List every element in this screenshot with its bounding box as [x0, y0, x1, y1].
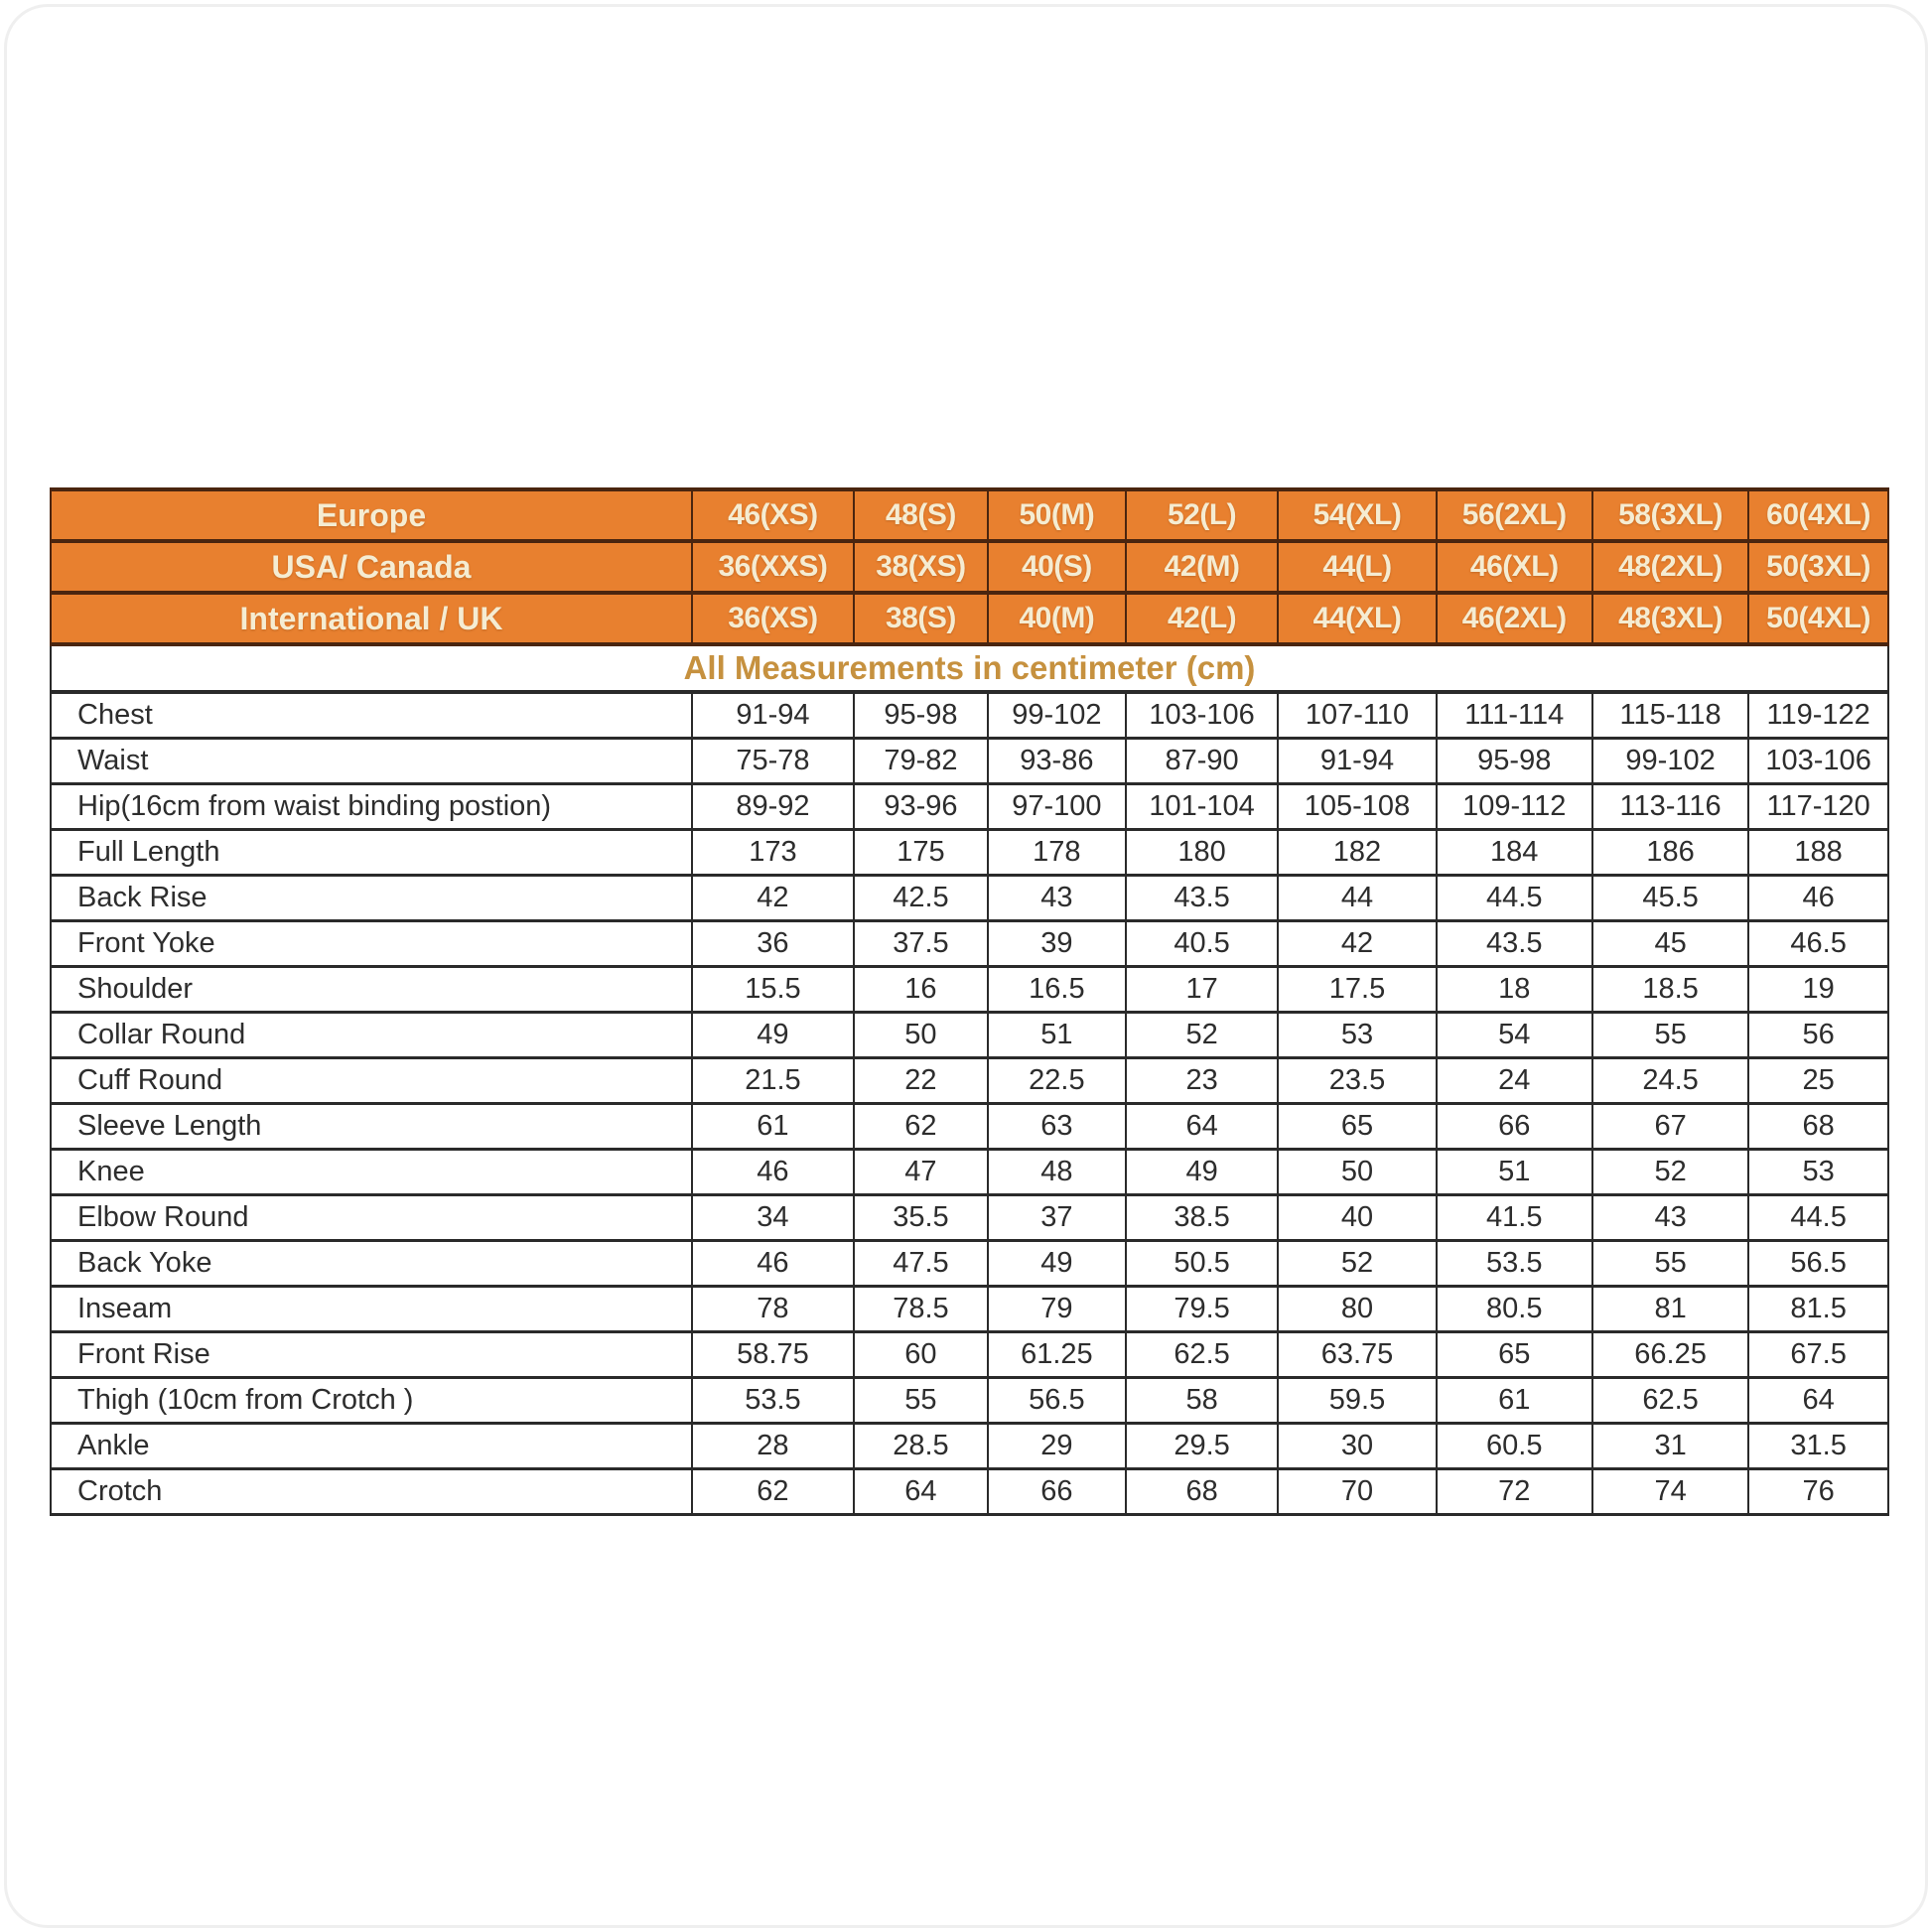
measurement-value: 60.5	[1437, 1423, 1592, 1468]
size-cell: 50(4XL)	[1748, 593, 1888, 644]
measurement-value: 117-120	[1748, 783, 1888, 829]
size-cell: 40(M)	[988, 593, 1126, 644]
measurement-value: 43.5	[1126, 875, 1279, 920]
size-system-label: Europe	[51, 489, 692, 541]
measurement-value: 28.5	[854, 1423, 988, 1468]
measurement-row	[51, 1423, 1888, 1468]
measurement-value: 91-94	[1278, 738, 1436, 783]
size-cell: 50(M)	[988, 489, 1126, 541]
measurement-value: 74	[1592, 1468, 1748, 1514]
size-cell: 48(3XL)	[1592, 593, 1748, 644]
size-system-label: International / UK	[51, 593, 692, 644]
measurement-row	[51, 1240, 1888, 1286]
measurement-value: 66	[1437, 1103, 1592, 1149]
measurement-label: Sleeve Length	[51, 1103, 692, 1149]
size-cell: 60(4XL)	[1748, 489, 1888, 541]
size-cell: 50(3XL)	[1748, 541, 1888, 593]
measurement-label: Back Yoke	[51, 1240, 692, 1286]
measurement-value: 62.5	[1126, 1331, 1279, 1377]
size-cell: 46(2XL)	[1437, 593, 1592, 644]
measurement-row	[51, 875, 1888, 920]
measurement-value: 19	[1748, 966, 1888, 1012]
measurement-value: 56.5	[1748, 1240, 1888, 1286]
measurement-value: 43	[1592, 1194, 1748, 1240]
measurement-row	[51, 1194, 1888, 1240]
measurement-value: 81	[1592, 1286, 1748, 1331]
measurement-value: 56	[1748, 1012, 1888, 1057]
size-cell: 56(2XL)	[1437, 489, 1592, 541]
measurement-value: 46	[692, 1149, 854, 1194]
measurement-value: 67	[1592, 1103, 1748, 1149]
measurement-value: 41.5	[1437, 1194, 1592, 1240]
size-cell: 38(XS)	[854, 541, 988, 593]
measurement-value: 18	[1437, 966, 1592, 1012]
measurement-row	[51, 692, 1888, 738]
measurement-value: 22	[854, 1057, 988, 1103]
measurement-value: 184	[1437, 829, 1592, 875]
measurement-value: 59.5	[1278, 1377, 1436, 1423]
measurement-value: 53	[1748, 1149, 1888, 1194]
measurement-value: 45.5	[1592, 875, 1748, 920]
measurement-label: Cuff Round	[51, 1057, 692, 1103]
measurement-value: 31	[1592, 1423, 1748, 1468]
measurement-label: Hip(16cm from waist binding postion)	[51, 783, 692, 829]
measurement-value: 52	[1278, 1240, 1436, 1286]
measurement-value: 51	[1437, 1149, 1592, 1194]
measurement-row	[51, 829, 1888, 875]
size-cell: 52(L)	[1126, 489, 1279, 541]
measurement-value: 64	[1126, 1103, 1279, 1149]
measurement-value: 29	[988, 1423, 1126, 1468]
measurement-value: 52	[1126, 1012, 1279, 1057]
measurement-value: 42.5	[854, 875, 988, 920]
measurement-value: 101-104	[1126, 783, 1279, 829]
measurement-value: 55	[1592, 1240, 1748, 1286]
measurement-row	[51, 920, 1888, 966]
measurement-label: Full Length	[51, 829, 692, 875]
measurement-value: 30	[1278, 1423, 1436, 1468]
measurement-value: 53.5	[692, 1377, 854, 1423]
measurement-label: Ankle	[51, 1423, 692, 1468]
measurement-row	[51, 1331, 1888, 1377]
measurement-value: 72	[1437, 1468, 1592, 1514]
measurement-row	[51, 738, 1888, 783]
measurement-row	[51, 1286, 1888, 1331]
measurement-value: 87-90	[1126, 738, 1279, 783]
measurement-value: 65	[1437, 1331, 1592, 1377]
measurement-value: 17	[1126, 966, 1279, 1012]
measurement-value: 40	[1278, 1194, 1436, 1240]
measurement-value: 24.5	[1592, 1057, 1748, 1103]
measurement-label: Front Yoke	[51, 920, 692, 966]
measurement-value: 173	[692, 829, 854, 875]
measurement-value: 95-98	[854, 692, 988, 738]
measurement-row	[51, 1468, 1888, 1514]
measurement-label: Collar Round	[51, 1012, 692, 1057]
measurement-label: Crotch	[51, 1468, 692, 1514]
measurement-value: 37	[988, 1194, 1126, 1240]
measurement-value: 178	[988, 829, 1126, 875]
measurement-value: 58	[1126, 1377, 1279, 1423]
measurement-row	[51, 1012, 1888, 1057]
measurement-value: 76	[1748, 1468, 1888, 1514]
measurement-value: 97-100	[988, 783, 1126, 829]
measurement-value: 105-108	[1278, 783, 1436, 829]
measurement-value: 46	[692, 1240, 854, 1286]
measurement-value: 182	[1278, 829, 1436, 875]
size-system-row	[51, 541, 1888, 593]
measurement-value: 24	[1437, 1057, 1592, 1103]
measurement-value: 49	[692, 1012, 854, 1057]
measurement-value: 48	[988, 1149, 1126, 1194]
size-cell: 42(L)	[1126, 593, 1279, 644]
measurement-value: 180	[1126, 829, 1279, 875]
measurement-value: 16.5	[988, 966, 1126, 1012]
size-cell: 36(XXS)	[692, 541, 854, 593]
size-cell: 48(2XL)	[1592, 541, 1748, 593]
measurement-value: 175	[854, 829, 988, 875]
measurement-value: 37.5	[854, 920, 988, 966]
measurement-value: 42	[692, 875, 854, 920]
size-chart-table-frame	[50, 487, 1889, 1516]
size-cell: 58(3XL)	[1592, 489, 1748, 541]
measurement-value: 25	[1748, 1057, 1888, 1103]
measurement-value: 16	[854, 966, 988, 1012]
measurement-value: 103-106	[1748, 738, 1888, 783]
size-cell: 54(XL)	[1278, 489, 1436, 541]
measurement-value: 46	[1748, 875, 1888, 920]
measurement-value: 38.5	[1126, 1194, 1279, 1240]
measurement-label: Thigh (10cm from Crotch )	[51, 1377, 692, 1423]
measurement-value: 99-102	[988, 692, 1126, 738]
measurement-value: 107-110	[1278, 692, 1436, 738]
measurement-row	[51, 1057, 1888, 1103]
measurement-value: 62	[854, 1103, 988, 1149]
measurement-value: 113-116	[1592, 783, 1748, 829]
size-chart-table	[50, 487, 1889, 1516]
measurement-value: 44	[1278, 875, 1436, 920]
measurement-value: 31.5	[1748, 1423, 1888, 1468]
measurement-value: 18.5	[1592, 966, 1748, 1012]
measurement-value: 89-92	[692, 783, 854, 829]
measurement-value: 81.5	[1748, 1286, 1888, 1331]
measurement-value: 51	[988, 1012, 1126, 1057]
size-system-label: USA/ Canada	[51, 541, 692, 593]
measurement-value: 64	[854, 1468, 988, 1514]
size-system-row	[51, 489, 1888, 541]
measurement-value: 61	[1437, 1377, 1592, 1423]
measurement-value: 93-96	[854, 783, 988, 829]
measurement-value: 109-112	[1437, 783, 1592, 829]
measurement-label: Waist	[51, 738, 692, 783]
measurement-value: 62	[692, 1468, 854, 1514]
measurement-value: 36	[692, 920, 854, 966]
measurement-value: 68	[1748, 1103, 1888, 1149]
measurement-value: 23	[1126, 1057, 1279, 1103]
size-cell: 44(L)	[1278, 541, 1436, 593]
measurement-value: 43.5	[1437, 920, 1592, 966]
units-note-row	[51, 644, 1888, 692]
measurement-value: 44.5	[1748, 1194, 1888, 1240]
measurement-row	[51, 966, 1888, 1012]
measurement-value: 49	[1126, 1149, 1279, 1194]
size-cell: 48(S)	[854, 489, 988, 541]
measurement-value: 63.75	[1278, 1331, 1436, 1377]
size-cell: 46(XS)	[692, 489, 854, 541]
measurement-value: 80	[1278, 1286, 1436, 1331]
measurement-value: 49	[988, 1240, 1126, 1286]
measurement-value: 53.5	[1437, 1240, 1592, 1286]
measurement-value: 60	[854, 1331, 988, 1377]
measurement-value: 93-86	[988, 738, 1126, 783]
measurement-value: 17.5	[1278, 966, 1436, 1012]
measurement-value: 28	[692, 1423, 854, 1468]
measurement-value: 188	[1748, 829, 1888, 875]
measurement-value: 186	[1592, 829, 1748, 875]
measurement-value: 64	[1748, 1377, 1888, 1423]
measurement-value: 95-98	[1437, 738, 1592, 783]
measurement-value: 61	[692, 1103, 854, 1149]
measurement-value: 99-102	[1592, 738, 1748, 783]
measurement-value: 79.5	[1126, 1286, 1279, 1331]
measurement-value: 55	[854, 1377, 988, 1423]
measurement-value: 47	[854, 1149, 988, 1194]
measurement-row	[51, 1377, 1888, 1423]
measurement-value: 56.5	[988, 1377, 1126, 1423]
measurement-value: 39	[988, 920, 1126, 966]
measurement-value: 66.25	[1592, 1331, 1748, 1377]
measurement-value: 54	[1437, 1012, 1592, 1057]
measurement-value: 103-106	[1126, 692, 1279, 738]
size-cell: 44(XL)	[1278, 593, 1436, 644]
measurement-label: Back Rise	[51, 875, 692, 920]
measurement-value: 15.5	[692, 966, 854, 1012]
measurement-label: Front Rise	[51, 1331, 692, 1377]
measurement-value: 23.5	[1278, 1057, 1436, 1103]
measurement-label: Elbow Round	[51, 1194, 692, 1240]
measurement-value: 79	[988, 1286, 1126, 1331]
measurement-value: 40.5	[1126, 920, 1279, 966]
measurement-row	[51, 783, 1888, 829]
measurement-label: Shoulder	[51, 966, 692, 1012]
measurement-value: 44.5	[1437, 875, 1592, 920]
measurement-value: 58.75	[692, 1331, 854, 1377]
measurement-value: 78.5	[854, 1286, 988, 1331]
measurement-value: 55	[1592, 1012, 1748, 1057]
measurement-value: 67.5	[1748, 1331, 1888, 1377]
size-cell: 38(S)	[854, 593, 988, 644]
measurement-value: 42	[1278, 920, 1436, 966]
measurement-value: 115-118	[1592, 692, 1748, 738]
measurement-value: 47.5	[854, 1240, 988, 1286]
size-system-header	[51, 489, 1888, 644]
measurement-row	[51, 1149, 1888, 1194]
measurement-value: 53	[1278, 1012, 1436, 1057]
measurement-value: 45	[1592, 920, 1748, 966]
measurement-value: 65	[1278, 1103, 1436, 1149]
measurement-value: 21.5	[692, 1057, 854, 1103]
measurement-value: 66	[988, 1468, 1126, 1514]
measurement-value: 75-78	[692, 738, 854, 783]
measurement-value: 22.5	[988, 1057, 1126, 1103]
measurement-value: 50	[854, 1012, 988, 1057]
measurement-value: 50	[1278, 1149, 1436, 1194]
measurement-label: Knee	[51, 1149, 692, 1194]
size-cell: 36(XS)	[692, 593, 854, 644]
measurement-value: 78	[692, 1286, 854, 1331]
measurement-value: 119-122	[1748, 692, 1888, 738]
measurement-value: 80.5	[1437, 1286, 1592, 1331]
measurement-label: Inseam	[51, 1286, 692, 1331]
measurement-value: 111-114	[1437, 692, 1592, 738]
measurement-value: 29.5	[1126, 1423, 1279, 1468]
size-cell: 42(M)	[1126, 541, 1279, 593]
measurement-value: 62.5	[1592, 1377, 1748, 1423]
measurement-value: 34	[692, 1194, 854, 1240]
measurement-value: 52	[1592, 1149, 1748, 1194]
measurement-value: 43	[988, 875, 1126, 920]
measurement-value: 61.25	[988, 1331, 1126, 1377]
measurement-body	[51, 644, 1888, 1515]
measurement-value: 35.5	[854, 1194, 988, 1240]
measurement-value: 68	[1126, 1468, 1279, 1514]
size-cell: 40(S)	[988, 541, 1126, 593]
measurement-label: Chest	[51, 692, 692, 738]
size-system-row	[51, 593, 1888, 644]
units-note: All Measurements in centimeter (cm)	[51, 644, 1888, 692]
measurement-value: 50.5	[1126, 1240, 1279, 1286]
measurement-value: 63	[988, 1103, 1126, 1149]
size-cell: 46(XL)	[1437, 541, 1592, 593]
measurement-value: 91-94	[692, 692, 854, 738]
measurement-value: 70	[1278, 1468, 1436, 1514]
measurement-row	[51, 1103, 1888, 1149]
measurement-value: 46.5	[1748, 920, 1888, 966]
measurement-value: 79-82	[854, 738, 988, 783]
